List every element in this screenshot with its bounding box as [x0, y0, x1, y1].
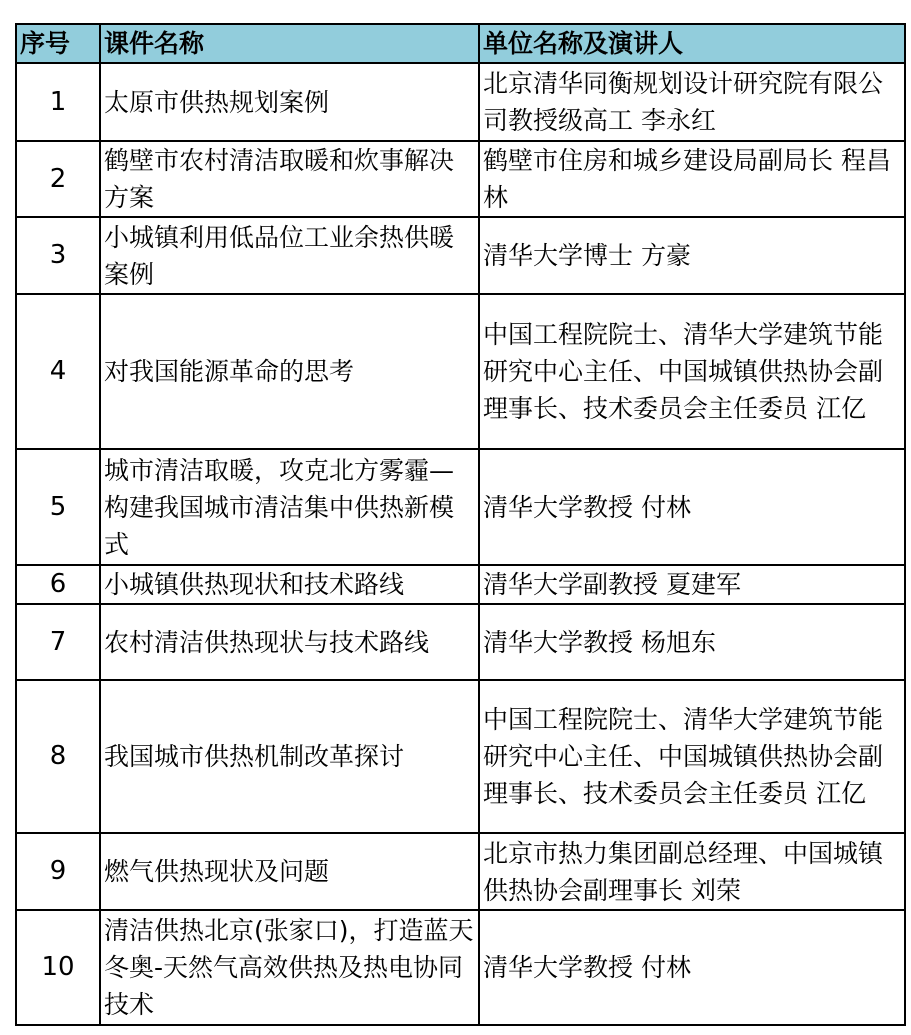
cell-no: 2 [16, 141, 100, 217]
table-row [16, 141, 905, 217]
header-row [16, 24, 905, 63]
cell-no: 7 [16, 604, 100, 680]
table-row [16, 63, 905, 141]
cell-name: 太原市供热规划案例 [100, 63, 479, 141]
cell-unit: 清华大学博士 方豪 [479, 217, 905, 294]
cell-no: 6 [16, 565, 100, 604]
table-row [16, 565, 905, 604]
cell-name: 农村清洁供热现状与技术路线 [100, 604, 479, 680]
cell-no: 4 [16, 294, 100, 449]
courseware-sheet [15, 23, 904, 1026]
header-unit: 单位名称及演讲人 [479, 24, 905, 63]
table-row [16, 449, 905, 565]
cell-unit: 中国工程院院士、清华大学建筑节能研究中心主任、中国城镇供热协会副理事长、技术委员会主任委员 江亿 [479, 294, 905, 449]
cell-no: 8 [16, 680, 100, 833]
cell-unit: 中国工程院院士、清华大学建筑节能研究中心主任、中国城镇供热协会副理事长、技术委员会主任委员 江亿 [479, 680, 905, 833]
cell-name: 城市清洁取暖，攻克北方雾霾—构建我国城市清洁集中供热新模式 [100, 449, 479, 565]
table-row [16, 217, 905, 294]
cell-no: 1 [16, 63, 100, 141]
cell-unit: 鹤壁市住房和城乡建设局副局长 程昌林 [479, 141, 905, 217]
cell-name: 小城镇利用低品位工业余热供暖案例 [100, 217, 479, 294]
cell-unit: 北京清华同衡规划设计研究院有限公司教授级高工 李永红 [479, 63, 905, 141]
table-row [16, 680, 905, 833]
table-row [16, 910, 905, 1025]
table-row [16, 833, 905, 910]
cell-name: 燃气供热现状及问题 [100, 833, 479, 910]
cell-no: 5 [16, 449, 100, 565]
header-name: 课件名称 [100, 24, 479, 63]
courseware-table [15, 23, 906, 1026]
cell-name: 小城镇供热现状和技术路线 [100, 565, 479, 604]
cell-unit: 北京市热力集团副总经理、中国城镇供热协会副理事长 刘荣 [479, 833, 905, 910]
cell-name: 对我国能源革命的思考 [100, 294, 479, 449]
table-row [16, 294, 905, 449]
cell-name: 清洁供热北京(张家口)，打造蓝天冬奥-天然气高效供热及热电协同技术 [100, 910, 479, 1025]
cell-no: 3 [16, 217, 100, 294]
cell-unit: 清华大学教授 杨旭东 [479, 604, 905, 680]
header-no: 序号 [16, 24, 100, 63]
cell-no: 10 [16, 910, 100, 1025]
cell-unit: 清华大学教授 付林 [479, 449, 905, 565]
cell-name: 鹤壁市农村清洁取暖和炊事解决方案 [100, 141, 479, 217]
cell-unit: 清华大学教授 付林 [479, 910, 905, 1025]
cell-no: 9 [16, 833, 100, 910]
cell-unit: 清华大学副教授 夏建军 [479, 565, 905, 604]
table-row [16, 604, 905, 680]
cell-name: 我国城市供热机制改革探讨 [100, 680, 479, 833]
